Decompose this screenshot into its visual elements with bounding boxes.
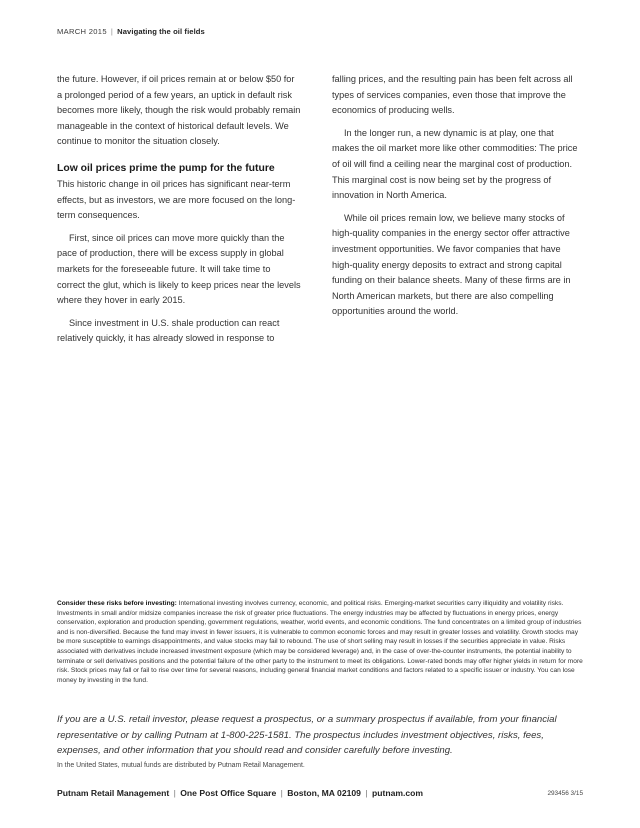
left-paragraph-1: the future. However, if oil prices remain at or below $50 for a prolonged period of a few years, an uptick in default risk becomes more likely, though the risk would probably remain manageable in the context of historical default levels. We continue to monitor the situation closely. [57, 74, 301, 147]
risk-disclosure-label: Consider these risks before investing: [57, 600, 177, 607]
footer-separator: | [280, 788, 283, 798]
right-paragraph-3: While oil prices remain low, we believe many stocks of high-quality companies in the energy sector offer attractive investment opportunities. We favor companies that have high-quality energy deposits to extract and strong capital funding on their balance sheets. Many of these firms are in North American markets, but there are also compelling opportunities around the world. [332, 212, 571, 317]
right-paragraph-2: In the longer run, a new dynamic is at play, one that makes the oil market more like other commodities: The price of oil will find a ceiling near the marginal cost of production. This marginal cost is now being set by the progress of innovation in North America. [332, 127, 578, 201]
page-header [57, 27, 205, 36]
left-paragraph-4: Since investment in U.S. shale production can react relatively quickly, it has already slowed in response to [57, 317, 280, 344]
page-footer [57, 788, 423, 798]
footer-company: Putnam Retail Management [57, 788, 170, 798]
left-column [57, 72, 301, 354]
footer-address: One Post Office Square [180, 788, 277, 798]
risk-disclosure-text: International investing involves currency, economic, and political risks. Emerging-market securities carry illiquidity and volatility risks. Investments in small and/or midsize companies increase the risk of greater price fluctuations. The energy industries may be affected by fluctuations in energy prices, energy conservation, exploration and production spending, government regulations, weather, world events, and economic conditions. The fund concentrates on a limited group of industries and is non-diversified. Because the fund may invest in fewer issuers, it is vulnerable to common economic forces and may result in greater losses and volatility. Growth stocks may be more susceptible to earnings disappointments, and value stocks may fail to rebound. The use of short selling may result in losses if the securities appreciate in value. Risks associated with derivatives include increased investment exposure (which may be considered leverage) and, in the case of over-the-counter instruments, the potential inability to terminate or sell derivatives positions and the potential failure of the other party to the instrument to meet its obligations. Lower-rated bonds may offer higher yields in return for more risk. Stock prices may fall or fail to rise over time for several reasons, including general financial market conditions and factors related to a specific issuer or industry. You can lose money by investing in the fund. [57, 600, 583, 684]
footer-website-link[interactable]: putnam.com [371, 788, 424, 798]
distribution-note: In the United States, mutual funds are distributed by Putnam Retail Management. [57, 762, 305, 769]
footer-separator: | [365, 788, 368, 798]
right-paragraph-1: falling prices, and the resulting pain has been felt across all types of services companies, even those that improve the economics of producing wells. [332, 74, 573, 116]
header-separator: | [110, 27, 114, 36]
footer-city: Boston, MA 02109 [287, 788, 361, 798]
right-column [332, 72, 582, 327]
prospectus-notice: If you are a U.S. retail investor, please request a prospectus, or a summary prospectus if available, from your financial representative or by calling Putnam at 1-800-225-1581. The prospectus includes investment objectives, risks, fees, expenses, and other information that you should read and consider carefully before investing. [57, 714, 557, 756]
section-heading: Low oil prices prime the pump for the future [57, 162, 275, 174]
left-paragraph-2: This historic change in oil prices has significant near-term effects, but as investors, we are more focused on the long-term consequences. [57, 178, 296, 221]
footer-separator: | [173, 788, 176, 798]
document-code: 293456 3/15 [547, 790, 583, 797]
header-title: Navigating the oil fields [117, 27, 205, 36]
header-date: MARCH 2015 [57, 27, 107, 36]
risk-disclosure [57, 599, 583, 685]
left-paragraph-3: First, since oil prices can move more quickly than the pace of production, there will be excess supply in global markets for the foreseeable future. It will take time to correct the glut, which is likely to keep prices near the levels where they hover in early 2015. [57, 232, 301, 306]
